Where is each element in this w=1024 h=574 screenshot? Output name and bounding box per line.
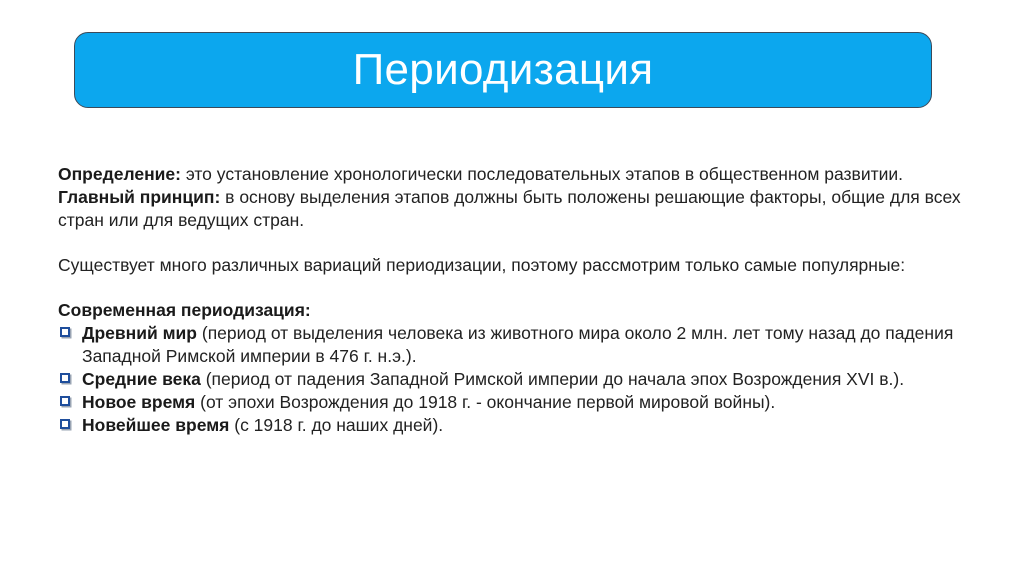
principle-label: Главный принцип:	[58, 187, 221, 207]
variations-paragraph: Существует много различных вариаций периодизации, поэтому рассмотрим только самые популярные:	[58, 255, 906, 275]
list-item	[58, 322, 968, 368]
period-description: (период от падения Западной Римской империи до начала эпох Возрождения XVI в.).	[200, 369, 905, 389]
period-term: Древний мир	[82, 323, 197, 343]
modern-periodization-heading: Современная периодизация:	[58, 300, 311, 320]
period-term: Средние века	[82, 369, 201, 389]
period-term: Новое время	[82, 392, 196, 412]
square-bullet-icon	[60, 327, 70, 337]
spacer	[58, 277, 968, 299]
title-banner	[74, 32, 932, 108]
modern-heading-paragraph	[58, 299, 968, 322]
principle-text: в основу выделения этапов должны быть положены решающие факторы, общие для всех стран или для ведущих стран.	[58, 187, 961, 230]
period-description: (с 1918 г. до наших дней).	[229, 415, 444, 435]
square-bullet-icon	[60, 373, 70, 383]
list-item	[58, 368, 968, 391]
principle-paragraph	[58, 186, 968, 232]
period-description: (от эпохи Возрождения до 1918 г. - окончание первой мировой войны).	[195, 392, 776, 412]
definition-paragraph	[58, 163, 968, 186]
list-item	[58, 414, 968, 437]
page-title: Периодизация	[352, 45, 654, 94]
square-bullet-icon	[60, 396, 70, 406]
spacer	[58, 232, 968, 254]
period-term: Новейшее время	[82, 415, 230, 435]
period-description: (период от выделения человека из животного мира около 2 млн. лет тому назад до падения Западной Римской империи в 476 г. н.э.).	[82, 323, 954, 366]
slide-content	[58, 163, 968, 437]
definition-label: Определение:	[58, 164, 181, 184]
square-bullet-icon	[60, 419, 70, 429]
periods-list	[58, 322, 968, 437]
list-item	[58, 391, 968, 414]
definition-text: это установление хронологически последовательных этапов в общественном развитии.	[180, 164, 904, 184]
